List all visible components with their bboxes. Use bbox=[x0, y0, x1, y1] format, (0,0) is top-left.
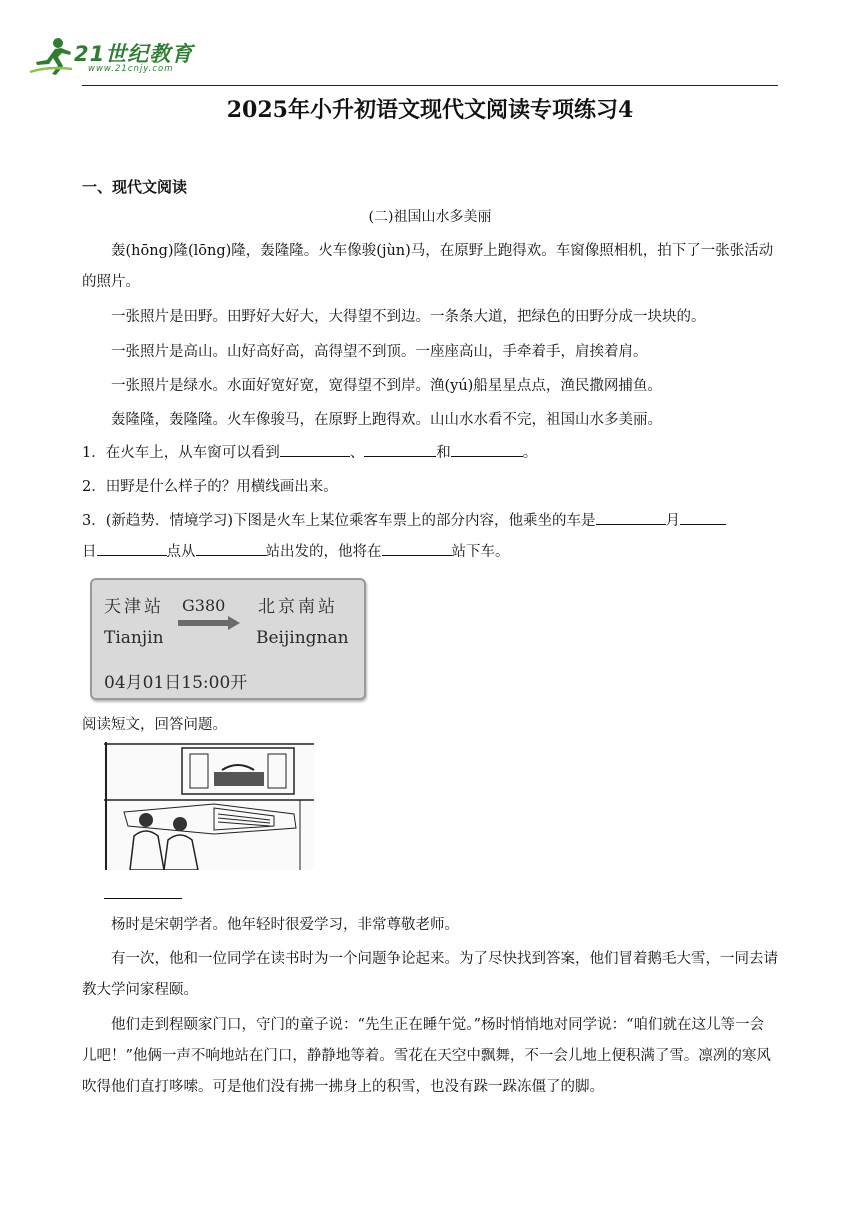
passage-paragraph: 轰隆隆，轰隆隆。火车像骏马，在原野上跑得欢。山山水水看不完，祖国山水多美丽。 bbox=[111, 412, 662, 428]
question-1: 1．在火车上，从车窗可以看到 、 和 。 bbox=[82, 438, 778, 469]
answer-blank[interactable] bbox=[680, 510, 726, 525]
ticket-to-station: 北京南站 bbox=[258, 597, 338, 617]
ticket-datetime: 04月01日15:00开 bbox=[104, 673, 248, 693]
answer-blank[interactable] bbox=[451, 442, 523, 457]
story-paragraph: 他们走到程颐家门口，守门的童子说：“先生正在睡午觉。”杨时悄悄地对同学说：“咱们就在这儿等一会儿吧！”他俩一声不响地站在门口，静静地等着。雪花在天空中飘舞，不一会儿地上便积满了雪。凛冽的寒风吹得他们直打哆嗦。可是他们没有拂一拂身上的积雪，也没有跺一跺冻僵了的脚。 bbox=[82, 1017, 771, 1095]
question-2: 2．田野是什么样子的？用横线画出来。 bbox=[82, 479, 338, 495]
question-3: 3．(新趋势．情境学习)下图是火车上某位乘客车票上的部分内容，他乘坐的车是 月 日 点从 站出发的，他将在 站下车。 bbox=[82, 506, 778, 568]
train-ticket bbox=[90, 578, 366, 700]
site-logo bbox=[28, 34, 198, 80]
story-paragraph: 杨时是宋朝学者。他年轻时很爱学习，非常尊敬老师。 bbox=[111, 917, 459, 933]
ticket-to-pinyin: Beijingnan bbox=[256, 628, 349, 648]
passage-paragraph: 一张照片是高山。山好高好高，高得望不到顶。一座座高山，手牵着手，肩挨着肩。 bbox=[111, 344, 648, 360]
answer-blank[interactable] bbox=[280, 442, 350, 457]
answer-blank[interactable] bbox=[97, 541, 167, 556]
passage-paragraph: 一张照片是绿水。水面好宽好宽，宽得望不到岸。渔(yú)船星星点点，渔民撒网捕鱼。 bbox=[111, 378, 662, 394]
story-paragraph: 有一次，他和一位同学在读书时为一个问题争论起来。为了尽快找到答案，他们冒着鹅毛大雪，一同去请教大学问家程颐。 bbox=[82, 951, 778, 998]
passage-title: (二)祖国山水多美丽 bbox=[368, 209, 492, 225]
story-illustration bbox=[104, 742, 314, 870]
header-divider bbox=[82, 85, 778, 86]
answer-blank[interactable] bbox=[382, 541, 452, 556]
answer-blank[interactable] bbox=[364, 442, 436, 457]
logo-url: www.21cnjy.com bbox=[88, 64, 174, 74]
section-heading: 一、现代文阅读 bbox=[82, 178, 188, 196]
separator-line bbox=[104, 898, 182, 899]
passage-paragraph: 轰(hōng)隆(lōng)隆，轰隆隆。火车像骏(jùn)马，在原野上跑得欢。车窗像照相机，拍下了一张张活动的照片。 bbox=[82, 243, 774, 290]
ticket-from-pinyin: Tianjin bbox=[104, 628, 164, 648]
answer-blank[interactable] bbox=[596, 510, 666, 525]
passage-paragraph: 一张照片是田野。田野好大好大，大得望不到边。一条条大道，把绿色的田野分成一块块的。 bbox=[111, 309, 706, 325]
reading-instruction: 阅读短文，回答问题。 bbox=[82, 717, 227, 733]
page-title: 2025年小升初语文现代文阅读专项练习4 bbox=[226, 97, 634, 123]
ticket-from-station: 天津站 bbox=[104, 597, 164, 617]
logo-text: 21世纪教育 bbox=[74, 42, 194, 66]
answer-blank[interactable] bbox=[196, 541, 266, 556]
runner-icon bbox=[28, 36, 74, 76]
arrow-icon bbox=[178, 616, 242, 630]
ticket-train-number: G380 bbox=[182, 596, 226, 615]
